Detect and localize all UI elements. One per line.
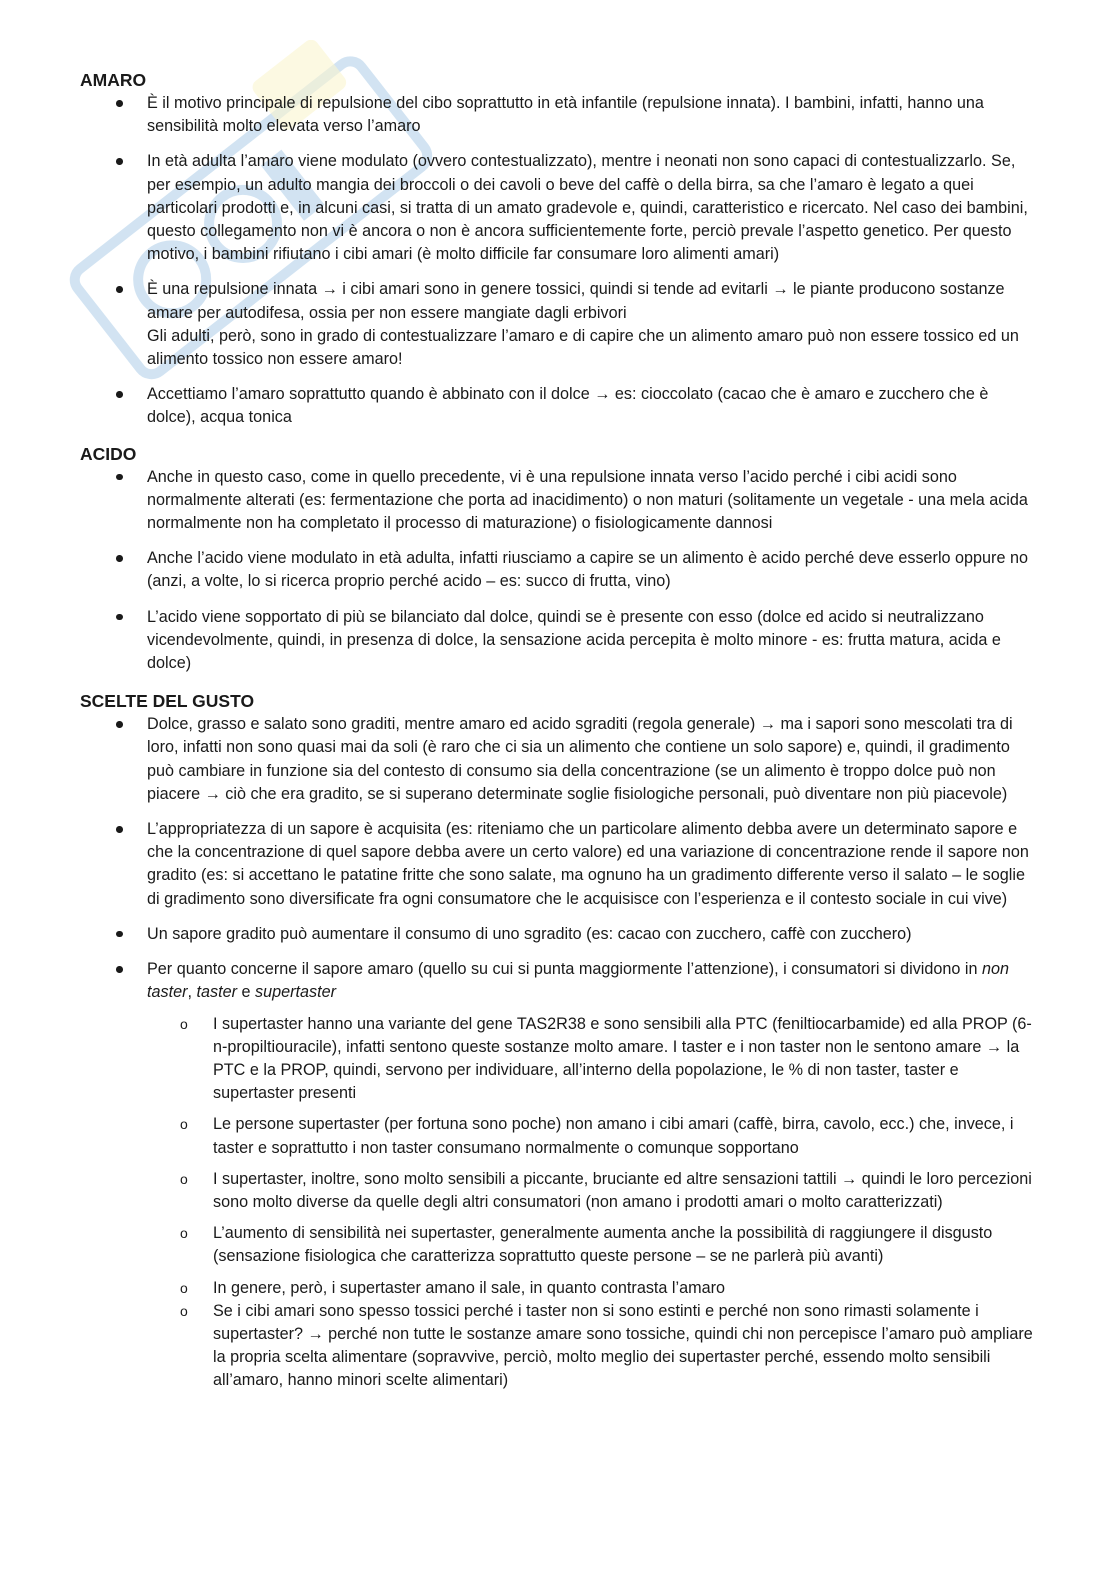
list-item: Anche in questo caso, come in quello precedente, vi è una repulsione innata verso l’acido perché i cibi acidi sono normalmente alterati (es: fermentazione che porta ad inacidimento) o non maturi (solitamente un vegetale - una mela acida normalmente non ha completato il processo di maturazione) o fisiologicamente dannosi [80,466,1040,536]
term-taster: taster [196,983,237,1002]
sub-list [147,1013,1040,1393]
list-item: L’acido viene sopportato di più se bilanciato dal dolce, quindi se è presente con esso (dolce ed acido si neutralizzano vicendevolmente, quindi, in presenza di dolce, la sensazione acida percepita è molto minore - es: frutta matura, acida e dolce) [80,606,1040,676]
list-item-text: È una repulsione innata → i cibi amari sono in genere tossici, quindi si tende ad evitarli → le piante producono sostanze amare per autodifesa, ossia per non essere mangiate dagli erbivori [147,280,1005,322]
sub-list-item: o I supertaster hanno una variante del gene TAS2R38 e sono sensibili alla PTC (feniltiocarbamide) ed alla PROP (6-n-propiltiouracile), infatti sentono queste sostanze molto amare. I taster e i non taster non le sentono amare → la PTC e la PROP, quindi, servono per individuare, all’interno della popolazione, le % di non taster, taster e supertaster presenti [80,1013,1040,1106]
list-item: Accettiamo l’amaro soprattutto quando è abbinato con il dolce → es: cioccolato (cacao che è amaro e zucchero che è dolce), acqua tonica [80,383,1040,429]
section-title-amaro: AMARO [80,70,147,90]
section-title-acido: ACIDO [80,443,137,464]
list-item: Anche l’acido viene modulato in età adulta, infatti riusciamo a capire se un alimento è acido perché deve esserlo oppure no (anzi, a volte, lo si ricerca proprio perché acido – es: succo di frutta, vino) [80,547,1040,593]
amaro-list [80,92,1040,430]
list-item: È il motivo principale di repulsione del cibo soprattutto in età infantile (repulsione innata). I bambini, infatti, hanno una sensibilità molto elevata verso l’amaro [80,92,1040,138]
sub-list-item: o In genere, però, i supertaster amano il sale, in quanto contrasta l’amaro [80,1277,1040,1300]
list-item: L’appropriatezza di un sapore è acquisita (es: riteniamo che un particolare alimento debba avere un determinato sapore e che la concentrazione di quel sapore debba avere un certo valore) ed una variazione di concentrazione rende il sapore non gradito (es: si accettano le patatine fritte che sono salate, ma ognuno ha un gradimento differente verso il salato – le soglie di gradimento sono diversificate fra ogni consumatore che le acquisisce con l’esperienza e il contesto sociale in cui vive) [80,818,1040,911]
list-item-text-extra: Gli adulti, però, sono in grado di contestualizzare l’amaro e di capire che un alimento amaro può non essere tossico ed un alimento tossico non essere amaro! [147,326,1019,369]
term-non-taster: non taster [147,960,1010,1002]
document-page [80,68,1040,1393]
section-title-scelte: SCELTE DEL GUSTO [80,691,255,712]
list-item: In età adulta l’amaro viene modulato (ovvero contestualizzato), mentre i neonati non sono capaci di contestualizzarlo. Se, per esempio, un adulto mangia dei broccoli o dei cavoli o beve del caffè o della birra, sa che l’amaro è legato a quei particolari prodotti e, in alcuni casi, si tratta di un amato gradevole e, quindi, caratteristico e ricercato. Nel caso dei bambini, questo collegamento non vi è ancora o non è ancora sufficientemente forte, perciò prevale l’aspetto genetico. Per questo motivo, i bambini rifiutano i cibi amari (è molto difficile far consumare loro alimenti amari) [80,150,1040,266]
list-item [80,958,1040,1392]
separator: e [237,983,255,1002]
scelte-list [80,713,1040,1392]
list-item-text: Per quanto concerne il sapore amaro (quello su cui si punta maggiormente l’attenzione), i consumatori si dividono in [147,960,983,979]
list-item: Dolce, grasso e salato sono graditi, mentre amaro ed acido sgraditi (regola generale) → ma i sapori sono mescolati tra di loro, infatti non sono quasi mai da soli (è raro che ci sia un alimento che contiene un solo sapore) e, quindi, il gradimento può cambiare in funzione sia del contesto di consumo sia della concentrazione (se un alimento è troppo dolce può non piacere → ciò che era gradito, se si superano determinate soglie fisiologiche personali, può diventare non più piacevole) [80,713,1040,806]
list-item [80,278,1040,371]
list-item: Un sapore gradito può aumentare il consumo di uno sgradito (es: cacao con zucchero, caffè con zucchero) [80,923,1040,946]
acido-list [80,466,1040,676]
sub-list-item: o L’aumento di sensibilità nei supertaster, generalmente aumenta anche la possibilità di raggiungere il disgusto (sensazione fisiologica che caratterizza soprattutto queste persone – se ne parlerà più avanti) [80,1222,1040,1268]
separator: , [187,983,197,1002]
sub-list-item: o Se i cibi amari sono spesso tossici perché i taster non si sono estinti e perché non sono rimasti solamente i supertaster? → perché non tutte le sostanze amare sono tossiche, quindi chi non percepisce l’amaro può ampliare la propria scelta alimentare (sopravvive, perciò, molto meglio dei supertaster perché, essendo molto sensibili all’amaro, hanno minori scelte alimentari) [80,1300,1040,1393]
sub-list-item: o I supertaster, inoltre, sono molto sensibili a piccante, bruciante ed altre sensazioni tattili → quindi le loro percezioni sono molto diverse da quelle degli altri consumatori (non amano i prodotti amari o molto caratterizzati) [80,1168,1040,1214]
term-supertaster: supertaster [255,983,336,1002]
sub-list-item: o Le persone supertaster (per fortuna sono poche) non amano i cibi amari (caffè, birra, cavolo, ecc.) che, invece, i taster e soprattutto i non taster consumano normalmente o comunque sopportano [80,1113,1040,1159]
